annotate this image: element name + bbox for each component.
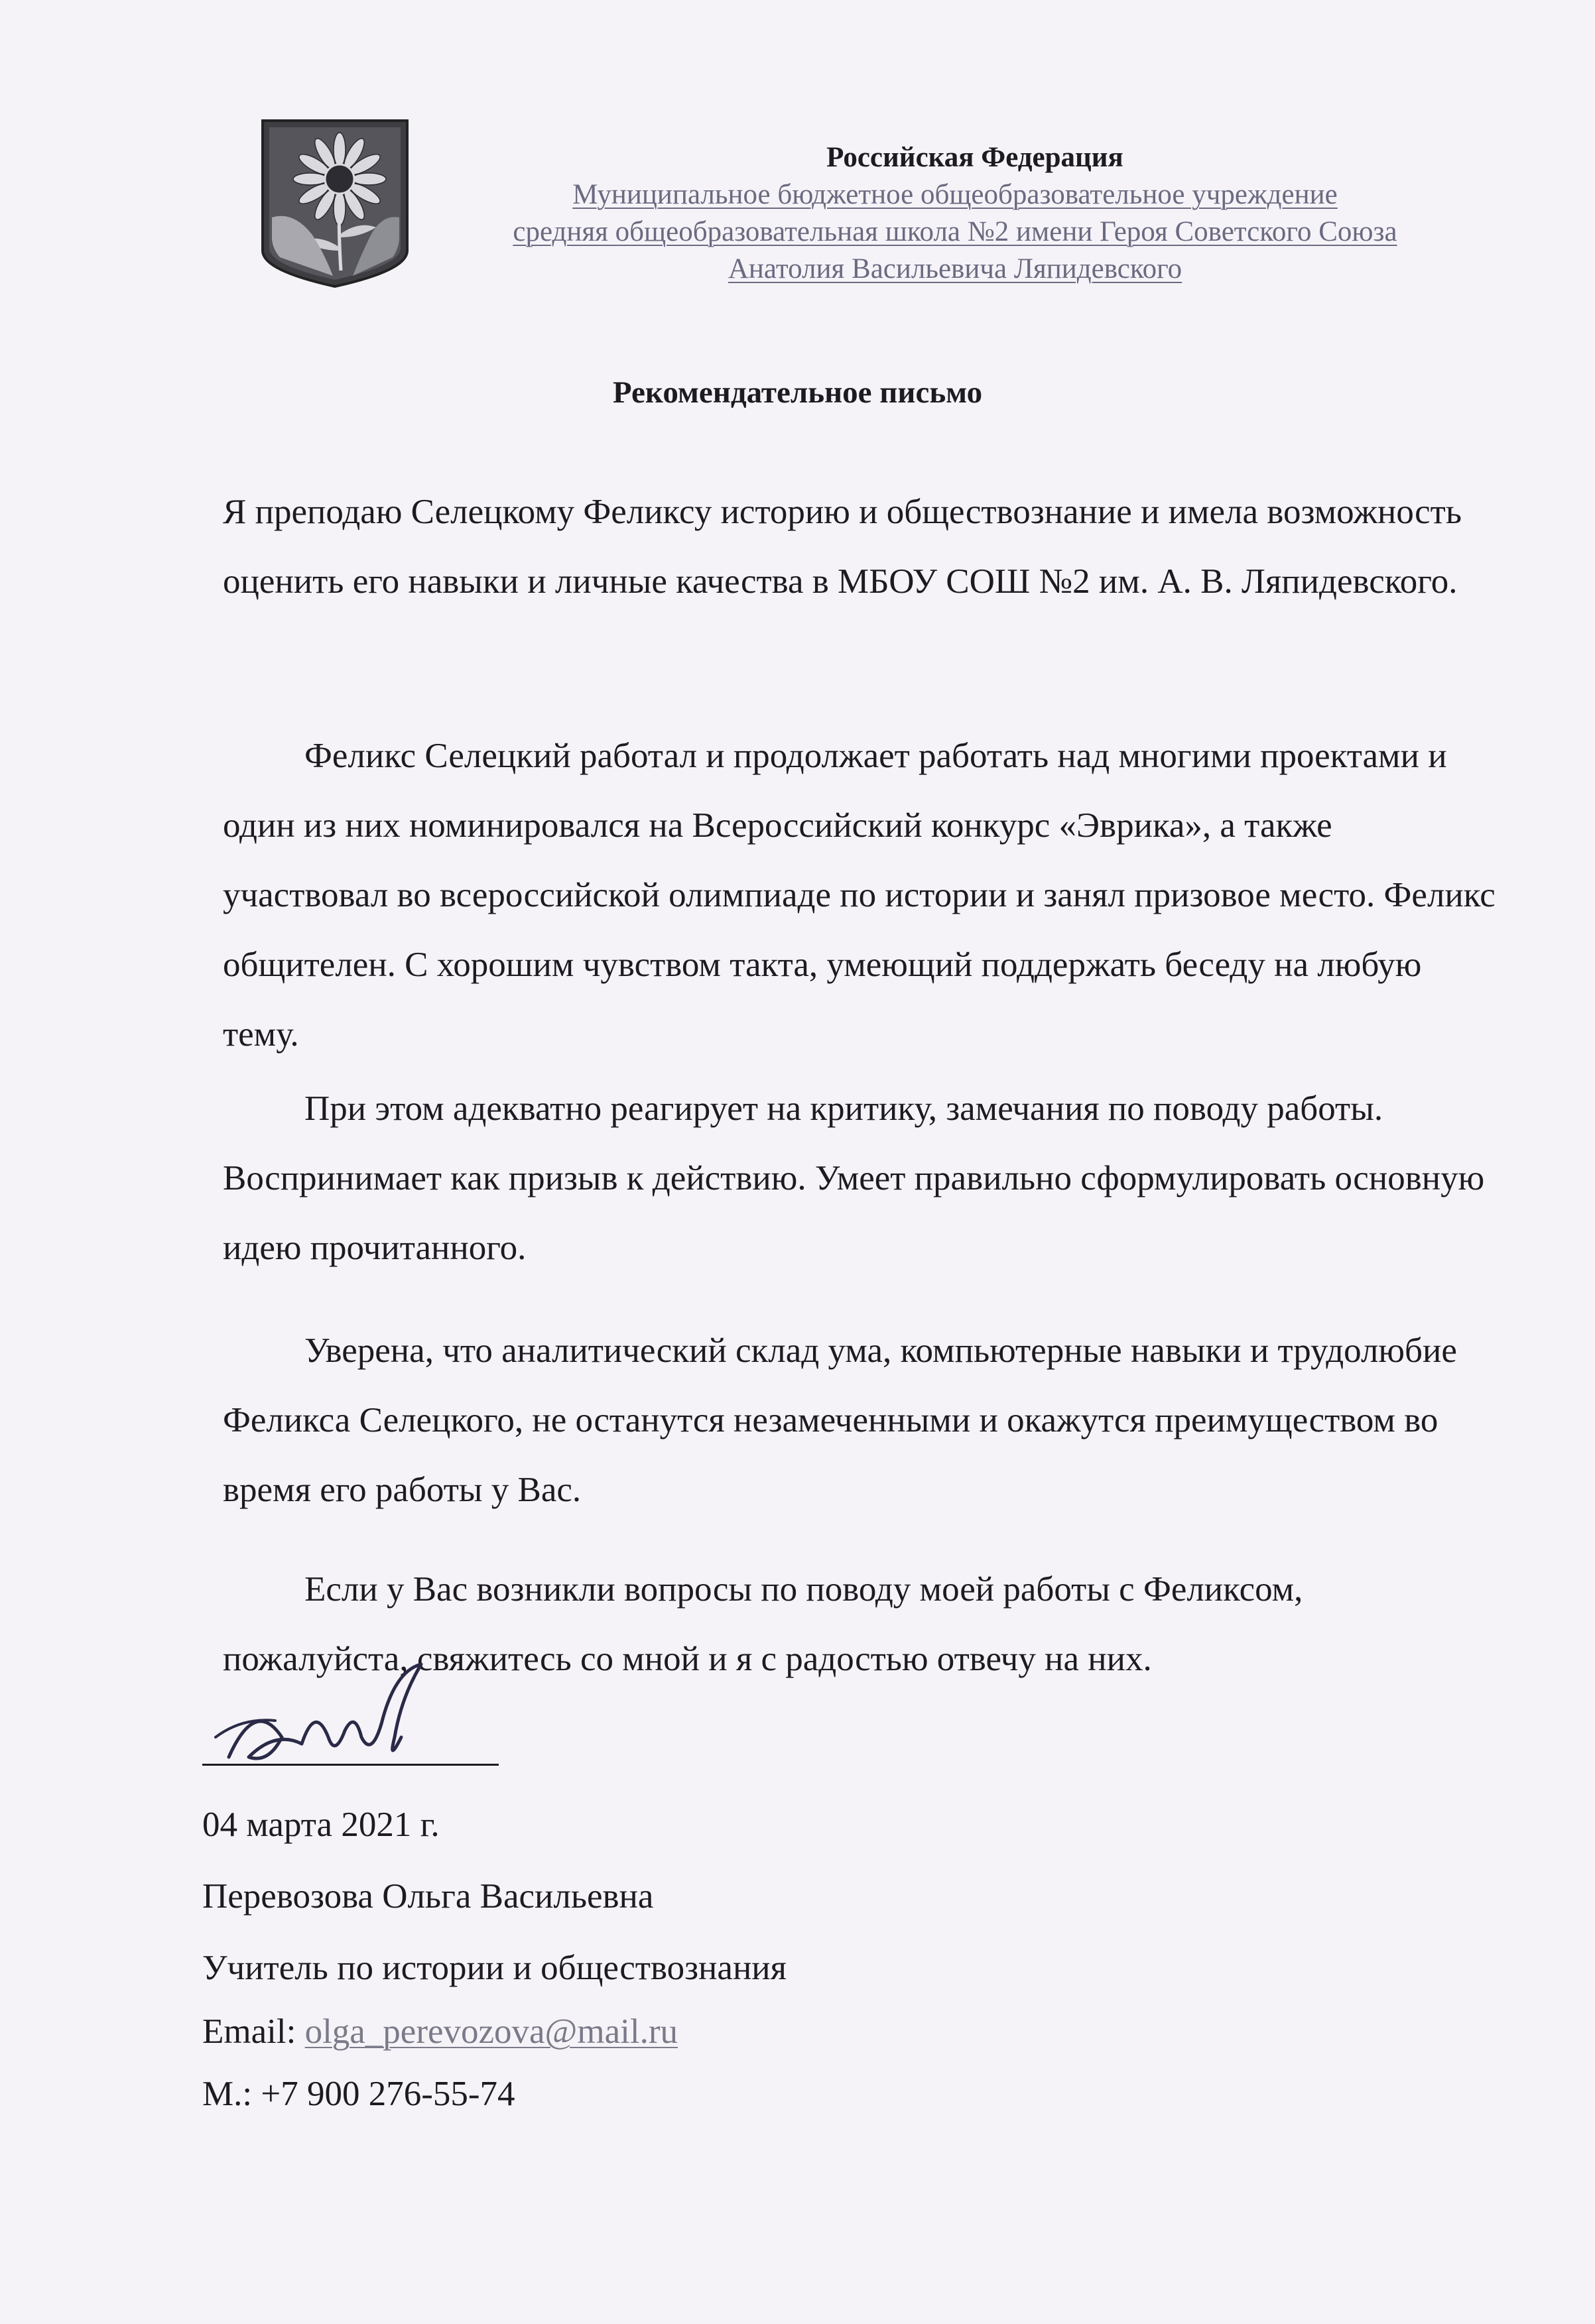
letterhead: [371, 139, 1539, 288]
letter-date: 04 марта 2021 г.: [202, 1805, 440, 1844]
email-link[interactable]: olga_perevozova@mail.ru: [304, 2012, 678, 2051]
author-position: Учитель по истории и обществознания: [202, 1949, 787, 1987]
paragraph-1: Я преподаю Селецкому Феликсу историю и обществознание и имела возможность оценить его навыки и личные качества в МБОУ СОШ №2 им. А. В. Ляпидевского.: [223, 493, 1462, 601]
handwritten-signature-icon: [202, 1658, 507, 1777]
school-name-line-3: Анатолия Васильевича Ляпидевского: [728, 253, 1182, 284]
school-name-line-2: средняя общеобразовательная школа №2 имени Героя Советского Союза: [513, 216, 1397, 247]
country-name: Российская Федерация: [826, 142, 1123, 173]
letter-title: Рекомендательное письмо: [612, 375, 983, 410]
email-label: Email:: [202, 2012, 305, 2051]
school-name-line-1: Муниципальное бюджетное общеобразовательное учреждение: [572, 179, 1338, 210]
paragraph-4: Уверена, что аналитический склад ума, компьютерные навыки и трудолюбие Феликса Селецкого, не останутся незамеченными и окажутся преимуществом во время его работы у Вас.: [223, 1331, 1457, 1509]
email-row: [202, 2012, 678, 2051]
paragraph-3: При этом адекватно реагирует на критику, замечания по поводу работы. Воспринимает как призыв к действию. Умеет правильно сформулировать основную идею прочитанного.: [223, 1089, 1485, 1267]
phone-number: М.: +7 900 276-55-74: [202, 2075, 515, 2113]
paragraph-5: Если у Вас возникли вопросы по поводу моей работы с Феликсом, пожалуйста, свяжитесь со мной и я с радостью отвечу на них.: [223, 1570, 1303, 1678]
author-name: Перевозова Ольга Васильевна: [202, 1877, 654, 1916]
paragraph-2: Феликс Селецкий работал и продолжает работать над многими проектами и один из них номинировался на Всероссийский конкурс «Эврика», а также участвовал во всероссийской олимпиаде по истории и занял призовое место. Феликс общителен. С хорошим чувством такта, умеющий поддержать беседу на любую тему.: [223, 737, 1496, 1054]
signature-line: [202, 1764, 499, 1766]
